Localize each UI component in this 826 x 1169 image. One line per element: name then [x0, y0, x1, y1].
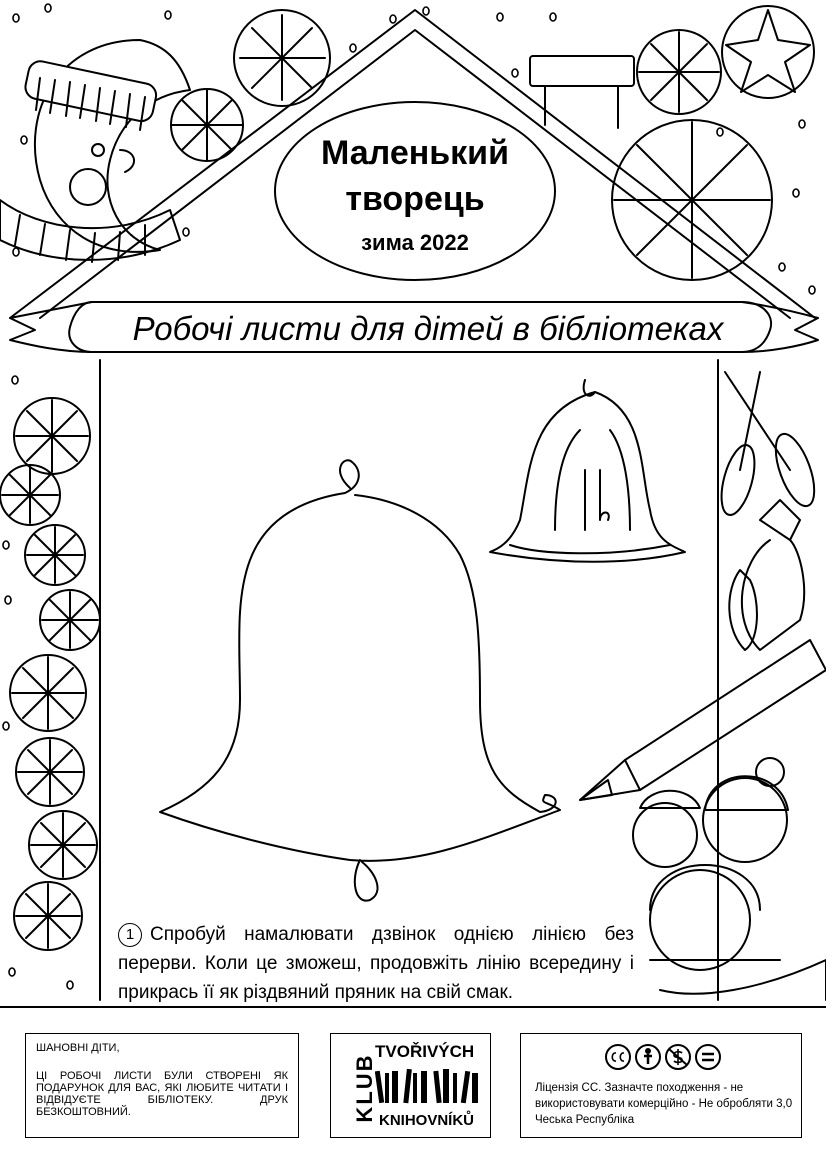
scissors-drawing [715, 372, 822, 518]
footer-divider [0, 1006, 826, 1008]
children-drawing [633, 758, 826, 1000]
small-bell-inner [555, 430, 630, 530]
license-text: Ліцензія СС. Зазначте походження - не використовувати комерційно - Не обробляти 3,0 Чеська Республіка [535, 1082, 793, 1126]
pencil-drawing [580, 640, 826, 800]
ornament-left-2 [0, 465, 60, 525]
small-bell-scallop [510, 545, 670, 553]
logo-top-text: TVOŘIVÝCH [375, 1042, 475, 1061]
big-bell-line [160, 460, 560, 900]
title-line-2: творець [345, 180, 485, 218]
title-block [275, 102, 555, 280]
ornament-left-5 [10, 655, 86, 731]
glue-drawing [729, 500, 804, 650]
ornament-left-6 [16, 738, 84, 806]
task-text: Спробуй намалювати дзвінок однією лінією без перерви. Коли це зможеш, продовжіть лінію всередину і прикрась її як різдвяний пряник на свій смак. [118, 924, 634, 1003]
notice-heading: ШАНОВНІ ДІТИ, [36, 1042, 120, 1054]
moon-hat-band [23, 59, 158, 123]
ornament-left-1 [14, 398, 90, 474]
small-bell-outline [490, 380, 685, 562]
license-box [520, 1033, 802, 1138]
ornament-top-2 [171, 89, 243, 161]
ornament-top-5 [612, 120, 772, 280]
ornament-top-3 [637, 30, 721, 114]
task-instruction [118, 920, 634, 1007]
logo-bottom-text: KNIHOVNÍKŮ [379, 1112, 475, 1129]
nc-icon [666, 1045, 690, 1069]
cc-icon [606, 1045, 630, 1069]
title-line-1: Маленький [321, 134, 509, 172]
books-icon [375, 1067, 487, 1105]
moon-scarf-stripes [15, 215, 145, 262]
moon-eye [92, 144, 104, 156]
ornament-left-3 [25, 525, 85, 585]
ornament-top-1 [234, 10, 330, 106]
moon-nose [120, 150, 134, 172]
by-icon [636, 1045, 660, 1069]
banner-text: Робочі листи для дітей в бібліотеках [132, 310, 724, 347]
nd-icon [696, 1045, 720, 1069]
notice-body: ЦІ РОБОЧІ ЛИСТИ БУЛИ СТВОРЕНІ ЯК ПОДАРУНОК ДЛЯ ВАС, ЯКІ ЛЮБИТЕ ЧИТАТИ І ВІДВІДУЄТЕ БІБЛІОТЕКУ. ДРУК БЕЗКОШТОВНИЙ. [36, 1070, 288, 1118]
license-icons [603, 1042, 723, 1072]
title-subtitle: зима 2022 [361, 230, 469, 255]
chimney-top [530, 56, 634, 86]
ornament-top-4 [722, 6, 814, 98]
ornament-left-4 [40, 590, 100, 650]
club-logo [330, 1033, 491, 1138]
moon-cheek [70, 169, 106, 205]
chimney-body [545, 86, 618, 128]
ornament-left-8 [14, 882, 82, 950]
notice-box [25, 1033, 299, 1138]
logo-vertical-text: KLUB [352, 1053, 377, 1123]
task-number: 1 [118, 923, 142, 947]
ornament-left-7 [29, 811, 97, 879]
